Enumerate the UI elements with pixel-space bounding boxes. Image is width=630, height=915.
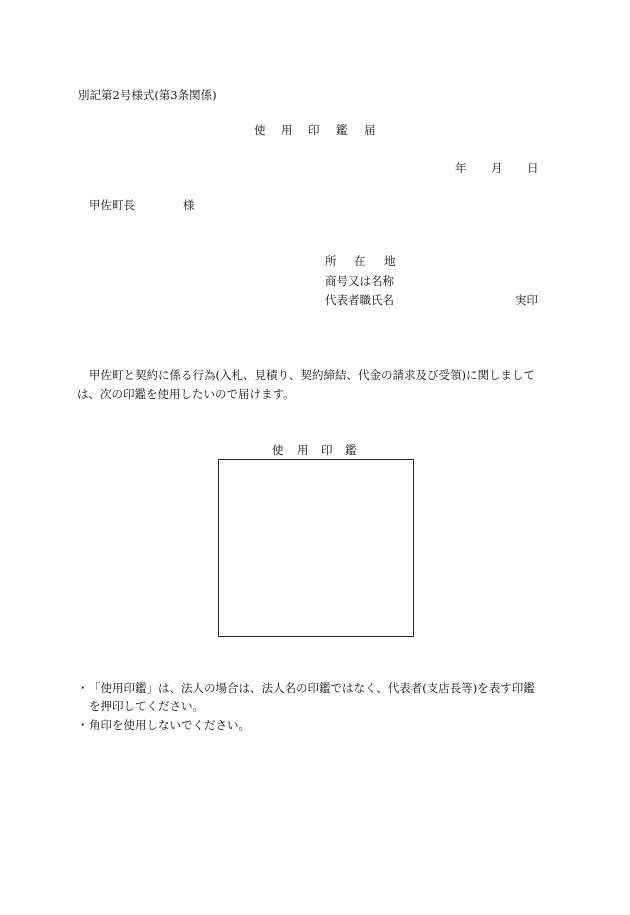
date-year: 年: [455, 161, 467, 175]
title-char: 使: [254, 123, 266, 137]
note-text: 「使用印鑑」は、法人の場合は、法人名の印鑑ではなく、代表者(支店長等)を表す印鑑: [89, 681, 535, 695]
date-day: 日: [527, 161, 539, 175]
note-text: 角印を使用しないでください。: [89, 718, 250, 732]
form-number: 別記第2号様式(第3条関係): [78, 88, 217, 102]
representative-label: 代表者職氏名: [325, 293, 394, 307]
body-line: は、次の印鑑を使用したいので届けます。: [77, 387, 295, 401]
location-char: 地: [384, 254, 396, 268]
addressee-honorific: 様: [183, 198, 195, 212]
registered-seal-label: 実印: [515, 293, 538, 307]
date-month: 月: [491, 161, 503, 175]
title-char: 届: [364, 123, 376, 137]
seal-title-char: 使: [272, 443, 284, 457]
note-text: を押印してください。: [89, 699, 204, 713]
body-line: 甲佐町と契約に係る行為(入札、見積り、契約締結、代金の請求及び受領)に関しまして: [89, 368, 535, 382]
note-bullet: ・: [77, 718, 89, 732]
seal-title-char: 印: [321, 443, 333, 457]
seal-title-char: 用: [297, 443, 309, 457]
title-char: 鑑: [336, 123, 348, 137]
note-bullet: ・: [77, 681, 89, 695]
company-name-label: 商号又は名称: [325, 274, 394, 288]
seal-stamp-box: [218, 459, 414, 637]
title-char: 用: [281, 123, 293, 137]
location-char: 所: [325, 254, 337, 268]
title-char: 印: [308, 123, 320, 137]
addressee-name: 甲佐町長: [89, 198, 135, 212]
location-char: 在: [354, 254, 366, 268]
seal-title-char: 鑑: [345, 443, 357, 457]
